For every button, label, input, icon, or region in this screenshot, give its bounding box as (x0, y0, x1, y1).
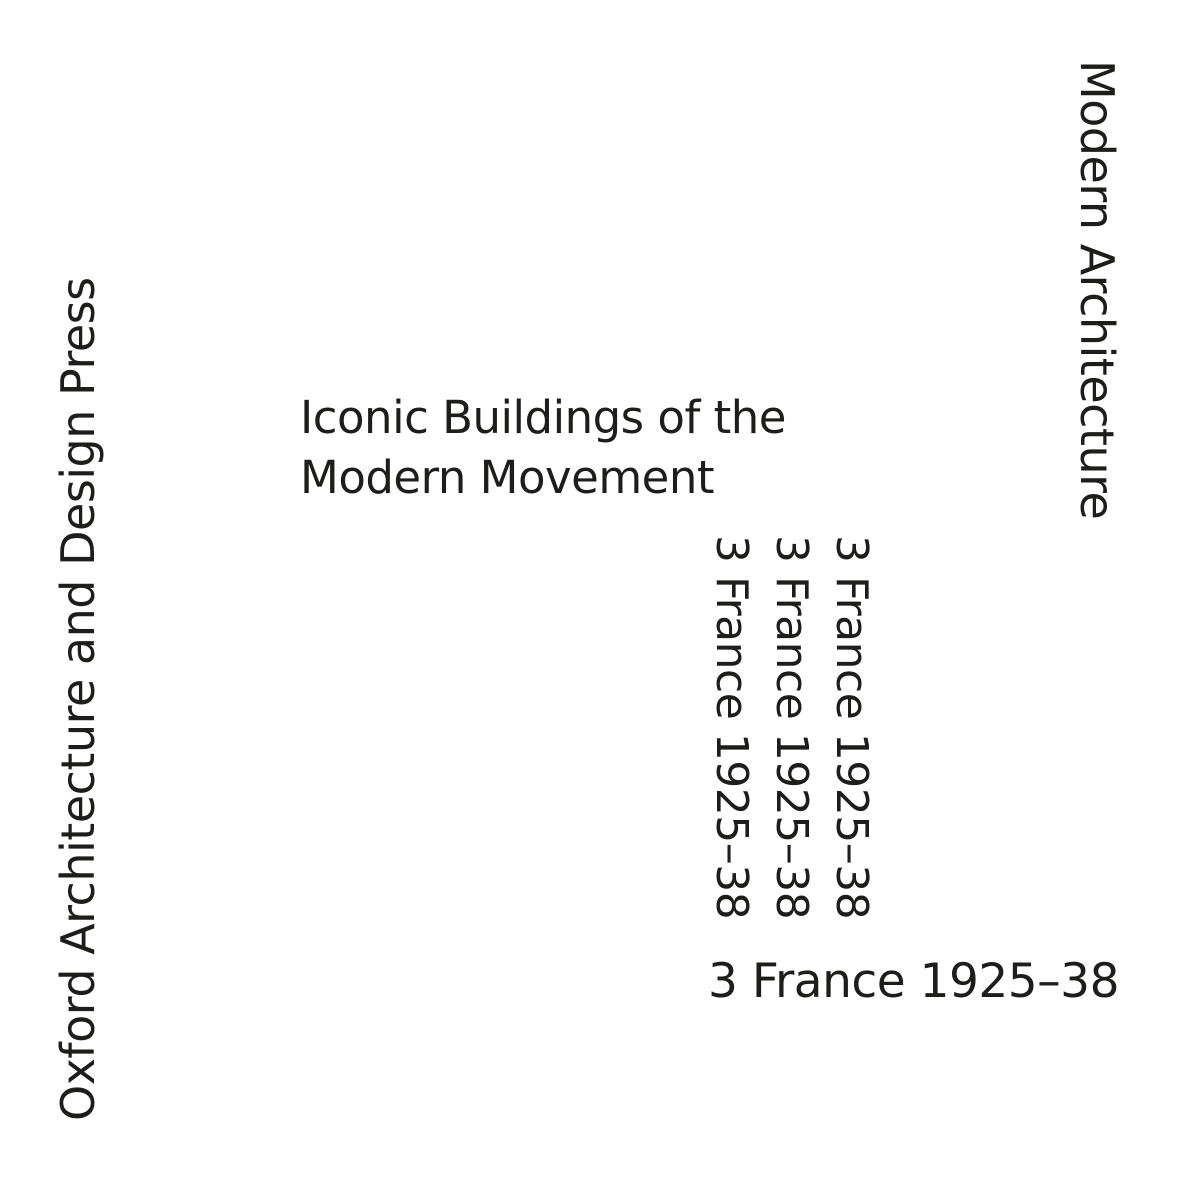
volume-title-vertical-2: 3 France 1925–38 (766, 535, 817, 920)
volume-title-vertical-3: 3 France 1925–38 (706, 535, 757, 920)
volume-title-horizontal: 3 France 1925–38 (708, 954, 1119, 1009)
volume-title-vertical-1: 3 France 1925–38 (826, 535, 877, 920)
publisher-name: Oxford Architecture and Design Press (51, 277, 105, 1121)
series-title: Modern Architecture (1070, 60, 1124, 520)
subtitle-line-1: Iconic Buildings of the (300, 391, 786, 444)
book-subtitle (300, 388, 786, 508)
subtitle-line-2: Modern Movement (300, 451, 715, 504)
